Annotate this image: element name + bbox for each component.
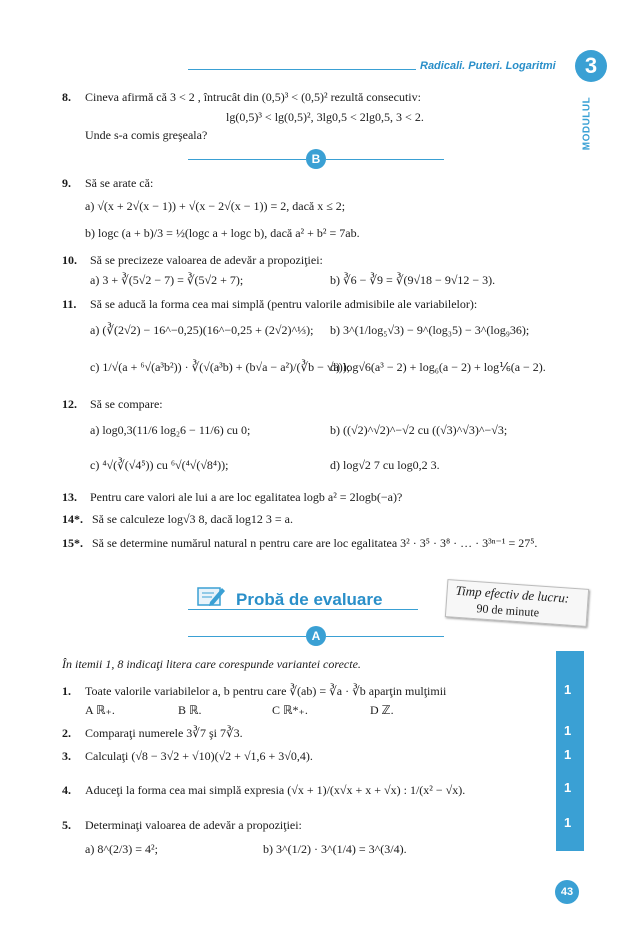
section-b-rule-right bbox=[326, 159, 444, 160]
item-4-text: Aduceţi la forma cea mai simplă expresia (√x + 1)/(x√x + x + √x) : 1/(x² − √x). bbox=[85, 783, 466, 797]
problem-12-number: 12. bbox=[62, 397, 77, 411]
section-a-rule-left bbox=[188, 636, 306, 637]
problem-9-b: b) logc (a + b)/3 = ½(logc a + logc b), dacă a² + b² = 7ab. bbox=[85, 226, 360, 240]
item-1-number: 1. bbox=[62, 684, 71, 698]
problem-8-line3: Unde s-a comis greşeala? bbox=[85, 128, 208, 142]
item-4-number: 4. bbox=[62, 783, 71, 797]
item-2-points: 1 bbox=[564, 723, 572, 738]
problem-10-a: a) 3 + ∛(5√2 − 7) = ∛(5√2 + 7); bbox=[90, 273, 244, 287]
module-number-badge: 3 bbox=[575, 50, 607, 82]
section-a-rule-right bbox=[326, 636, 444, 637]
problem-8-number: 8. bbox=[62, 90, 71, 104]
problem-15-number: 15*. bbox=[62, 536, 83, 550]
problem-12-b: b) ((√2)^√2)^−√2 cu ((√3)^√3)^−√3; bbox=[330, 423, 508, 437]
time-label: Timp efectiv de lucru: bbox=[455, 582, 570, 606]
item-5-text: Determinaţi valoarea de adevăr a propoziţiei: bbox=[85, 818, 302, 832]
item-5-b: b) 3^(1/2) · 3^(1/4) = 3^(3/4). bbox=[263, 842, 407, 856]
problem-8-line2: lg(0,5)³ < lg(0,5)², 3lg0,5 < 2lg0,5, 3 < 2. bbox=[226, 110, 424, 124]
problem-15-text: Să se determine numărul natural n pentru care are loc egalitatea 3² · 3⁵ · 3⁸ · … · 3³ⁿ⁻¹ = 27⁵. bbox=[92, 536, 538, 550]
problem-12-intro: Să se compare: bbox=[90, 397, 163, 411]
item-1-option-c: C ℝ*₊. bbox=[272, 703, 308, 717]
problem-11-number: 11. bbox=[62, 297, 77, 311]
problem-13-text: Pentru care valori ale lui a are loc egalitatea logb a² = 2logb(−a)? bbox=[90, 490, 403, 504]
pencil-icon bbox=[196, 584, 226, 608]
page-number: 43 bbox=[555, 880, 579, 904]
problem-9-intro: Să se arate că: bbox=[85, 176, 154, 190]
problem-11-d: d) log√6(a³ − 2) + log₆(a − 2) + log⅙(a − 2). bbox=[330, 360, 546, 374]
problem-10-b: b) ∛6 − ∛9 = ∛(9√18 − 9√12 − 3). bbox=[330, 273, 496, 287]
item-2-number: 2. bbox=[62, 726, 71, 740]
problem-11-c: c) 1/√(a + ⁶√(a³b²)) · ∛(√(a³b) + (b√a − a²)/(∛b − √a)); bbox=[90, 360, 351, 374]
item-3-number: 3. bbox=[62, 749, 71, 763]
item-4-points: 1 bbox=[564, 780, 572, 795]
problem-12-a: a) log0,3(11/6 log₂6 − 11/6) cu 0; bbox=[90, 423, 251, 437]
header-rule bbox=[188, 69, 416, 70]
problem-11-intro: Să se aducă la forma cea mai simplă (pentru valorile admisibile ale variabilelor): bbox=[90, 297, 478, 311]
module-label: MODULUL bbox=[581, 96, 593, 151]
problem-11-b: b) 3^(1/log₅√3) − 9^(log₃5) − 3^(log₉36); bbox=[330, 323, 530, 337]
item-1-points: 1 bbox=[564, 682, 572, 697]
problem-10-intro: Să se precizeze valoarea de adevăr a propoziţiei: bbox=[90, 253, 323, 267]
running-header: Radicali. Puteri. Logaritmi bbox=[420, 60, 556, 72]
problem-11-a: a) (∛(2√2) − 16^−0,25)(16^−0,25 + (2√2)^⅓); bbox=[90, 323, 314, 337]
item-3-text: Calculaţi (√8 − 3√2 + √10)(√2 + √1,6 + 3√0,4). bbox=[85, 749, 313, 763]
item-1-text: Toate valorile variabilelor a, b pentru care ∛(ab) = ∛a · ∛b aparţin mulţimii bbox=[85, 684, 447, 698]
section-b-badge: B bbox=[306, 149, 326, 169]
item-1-option-d: D ℤ. bbox=[370, 703, 394, 717]
section-b-rule-left bbox=[188, 159, 306, 160]
problem-9-a: a) √(x + 2√(x − 1)) + √(x − 2√(x − 1)) = 2, dacă x ≤ 2; bbox=[85, 199, 346, 213]
evaluation-title: Probă de evaluare bbox=[236, 590, 383, 609]
problem-13-number: 13. bbox=[62, 490, 77, 504]
problem-10-number: 10. bbox=[62, 253, 77, 267]
section-a-badge: A bbox=[306, 626, 326, 646]
evaluation-rule bbox=[188, 609, 418, 610]
item-5-number: 5. bbox=[62, 818, 71, 832]
item-5-points: 1 bbox=[564, 815, 572, 830]
problem-8-line1: Cineva afirmă că 3 < 2 , întrucât din (0,5)³ < (0,5)² rezultă consecutiv: bbox=[85, 90, 421, 104]
problem-12-c: c) ⁴√(∛(√4⁵)) cu ⁶√(⁴√(√8⁴)); bbox=[90, 458, 229, 472]
item-1-option-b: B ℝ. bbox=[178, 703, 202, 717]
time-value: 90 de minute bbox=[476, 601, 540, 620]
item-5-a: a) 8^(2/3) = 4²; bbox=[85, 842, 158, 856]
time-note-card bbox=[445, 579, 589, 627]
problem-9-number: 9. bbox=[62, 176, 71, 190]
evaluation-instructions: În itemii 1, 8 indicaţi litera care corespunde variantei corecte. bbox=[62, 657, 361, 671]
item-1-option-a: A ℝ₊. bbox=[85, 703, 115, 717]
problem-14-text: Să se calculeze log√3 8, dacă log12 3 = a. bbox=[92, 512, 293, 526]
problem-12-d: d) log√2 7 cu log0,2 3. bbox=[330, 458, 440, 472]
item-2-text: Comparaţi numerele 3∛7 şi 7∛3. bbox=[85, 726, 243, 740]
item-3-points: 1 bbox=[564, 747, 572, 762]
problem-14-number: 14*. bbox=[62, 512, 83, 526]
